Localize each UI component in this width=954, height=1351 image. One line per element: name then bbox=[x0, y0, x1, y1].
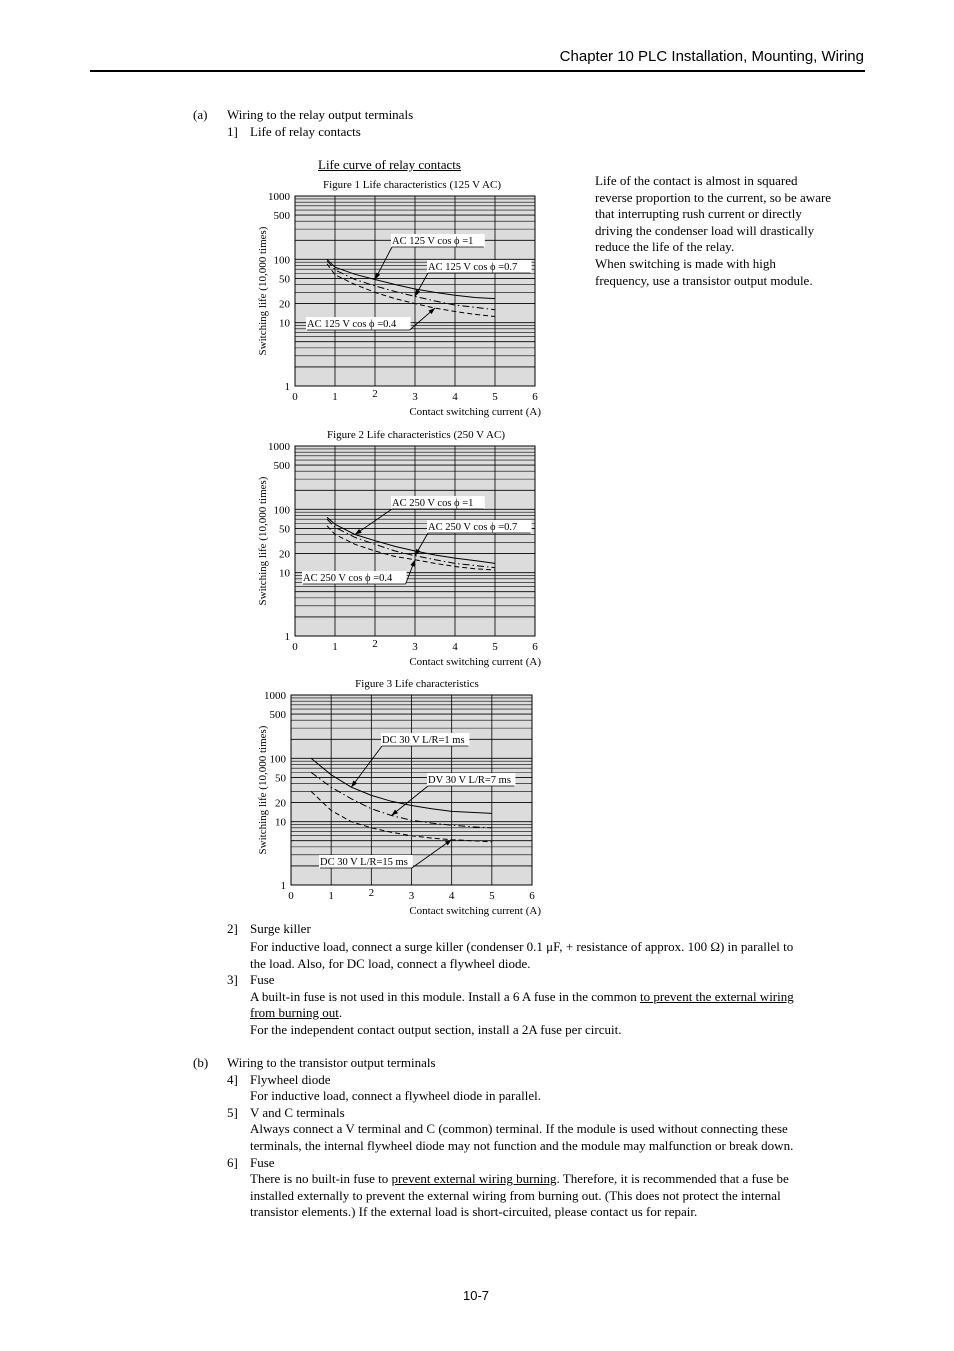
item-3-text bbox=[250, 1005, 342, 1021]
y-tick-label: 20 bbox=[279, 298, 290, 311]
x-axis-label: Contact switching current (A) bbox=[409, 905, 541, 917]
side-note-line: reverse proportion to the current, so be aware bbox=[595, 189, 832, 205]
item-4-number: 4] bbox=[227, 1072, 238, 1087]
series-label: DC 30 V L/R=1 ms bbox=[382, 735, 465, 746]
x-tick-label: 6 bbox=[532, 391, 538, 403]
section-b-title: Wiring to the transistor output terminals bbox=[227, 1055, 436, 1070]
item-6-text: installed externally to prevent the external wiring from burning out. (This does not protect the internal bbox=[250, 1188, 781, 1203]
series-label: DV 30 V L/R=7 ms bbox=[428, 775, 511, 786]
item-5-text: terminals, the internal flywheel diode may not function and the module may malfunction or break down. bbox=[250, 1138, 794, 1153]
y-axis-label: Switching life (10,000 times) bbox=[257, 226, 269, 356]
x-tick-label: 1 bbox=[332, 641, 338, 653]
header-divider bbox=[90, 70, 865, 72]
x-tick-label: 6 bbox=[529, 890, 535, 902]
y-axis-label: Switching life (10,000 times) bbox=[257, 476, 269, 606]
item-2-text: the load. Also, for DC load, connect a flywheel diode. bbox=[250, 956, 531, 971]
y-tick-label: 50 bbox=[279, 273, 290, 286]
series-label: AC 125 V cos ϕ =0.4 bbox=[307, 319, 397, 330]
section-a-marker: (a) bbox=[193, 107, 208, 122]
y-tick-label: 500 bbox=[269, 709, 286, 722]
item-2-text: For inductive load, connect a surge killer (condenser 0.1 μF, + resistance of approx. 100 Ω) in parallel to bbox=[250, 939, 794, 954]
item-2-number: 2] bbox=[227, 921, 238, 936]
x-tick-label: 2 bbox=[372, 388, 378, 400]
y-tick-label: 1 bbox=[284, 631, 290, 643]
x-tick-label: 5 bbox=[492, 641, 498, 653]
x-tick-label: 3 bbox=[412, 391, 418, 403]
x-tick-label: 2 bbox=[368, 887, 375, 899]
figure-2-chart bbox=[250, 424, 555, 670]
item-3-underlined-text: from burning out bbox=[250, 1005, 339, 1020]
figure-3-chart bbox=[250, 673, 555, 919]
x-tick-label: 0 bbox=[292, 641, 298, 653]
item-6-text-part: There is no built-in fuse to bbox=[250, 1171, 392, 1186]
x-tick-label: 1 bbox=[328, 890, 334, 902]
item-4-title: Flywheel diode bbox=[250, 1072, 331, 1087]
item-2-title: Surge killer bbox=[250, 921, 311, 936]
figure-1-chart bbox=[250, 174, 555, 420]
item-3-underlined-text: to prevent the external wiring bbox=[639, 989, 794, 1004]
item-1-title: Life of relay contacts bbox=[250, 124, 361, 139]
chart-title: Figure 1 Life characteristics (125 V AC) bbox=[323, 179, 501, 191]
y-tick-label: 10 bbox=[279, 317, 290, 330]
side-note-line: When switching is made with high bbox=[595, 255, 776, 271]
item-6-title: Fuse bbox=[250, 1155, 275, 1170]
x-axis-label: Contact switching current (A) bbox=[409, 656, 541, 668]
x-tick-label: 2 bbox=[372, 638, 378, 650]
x-tick-label: 4 bbox=[452, 641, 458, 653]
item-3-number: 3] bbox=[227, 972, 238, 987]
series-label: AC 125 V cos ϕ =1 bbox=[392, 236, 474, 247]
item-6-number: 6] bbox=[227, 1155, 238, 1170]
y-tick-label: 20 bbox=[279, 548, 290, 561]
y-tick-label: 100 bbox=[273, 504, 290, 517]
x-tick-label: 0 bbox=[288, 890, 294, 902]
plot-area bbox=[295, 446, 535, 636]
page-number: 10-7 bbox=[463, 1288, 490, 1303]
item-3-text: For the independent contact output section, install a 2A fuse per circuit. bbox=[250, 1022, 622, 1037]
side-note-line: Life of the contact is almost in squared bbox=[595, 173, 798, 188]
x-tick-label: 6 bbox=[532, 641, 538, 653]
x-tick-label: 5 bbox=[489, 890, 495, 902]
series-label: AC 125 V cos ϕ =0.7 bbox=[428, 262, 518, 273]
x-tick-label: 5 bbox=[492, 391, 498, 403]
series-label: AC 250 V cos ϕ =0.4 bbox=[303, 573, 393, 584]
life-curve-title: Life curve of relay contacts bbox=[318, 157, 461, 172]
item-3-text bbox=[250, 989, 794, 1005]
x-tick-label: 3 bbox=[412, 641, 418, 653]
plot-area bbox=[295, 196, 535, 386]
chart-title: Figure 2 Life characteristics (250 V AC) bbox=[327, 429, 505, 441]
y-tick-label: 50 bbox=[279, 523, 290, 536]
series-label: DC 30 V L/R=15 ms bbox=[320, 857, 408, 868]
y-tick-label: 10 bbox=[279, 567, 290, 580]
x-tick-label: 1 bbox=[332, 391, 338, 403]
y-tick-label: 1000 bbox=[264, 690, 286, 702]
section-b-marker: (b) bbox=[193, 1055, 209, 1070]
item-3-text-part: A built-in fuse is not used in this module. Install a 6 A fuse in the common bbox=[250, 989, 640, 1004]
x-tick-label: 4 bbox=[452, 391, 458, 403]
item-6-underlined-text: prevent external wiring burning bbox=[391, 1171, 557, 1186]
side-note-line: that interrupting rush current or directly bbox=[595, 206, 802, 222]
item-4-text: For inductive load, connect a flywheel diode in parallel. bbox=[250, 1088, 541, 1103]
x-axis-label: Contact switching current (A) bbox=[409, 406, 541, 418]
y-tick-label: 500 bbox=[273, 460, 290, 473]
item-1-number: 1] bbox=[227, 124, 238, 139]
y-tick-label: 1 bbox=[280, 880, 286, 892]
y-tick-label: 500 bbox=[273, 210, 290, 223]
item-6-text-part: . Therefore, it is recommended that a fuse be bbox=[556, 1171, 789, 1186]
chart-title: Figure 3 Life characteristics bbox=[355, 678, 479, 690]
item-3-title: Fuse bbox=[250, 972, 275, 987]
item-6-text bbox=[250, 1171, 789, 1187]
series-label: AC 250 V cos ϕ =0.7 bbox=[428, 522, 518, 533]
y-axis-label: Switching life (10,000 times) bbox=[257, 725, 269, 855]
y-tick-label: 50 bbox=[275, 772, 286, 785]
y-tick-label: 1000 bbox=[268, 191, 290, 203]
y-tick-label: 100 bbox=[273, 254, 290, 267]
y-tick-label: 10 bbox=[275, 816, 286, 829]
x-tick-label: 3 bbox=[408, 890, 415, 902]
x-tick-label: 4 bbox=[448, 890, 455, 902]
series-label: AC 250 V cos ϕ =1 bbox=[392, 498, 474, 509]
item-5-number: 5] bbox=[227, 1105, 238, 1120]
section-a-title: Wiring to the relay output terminals bbox=[227, 107, 414, 122]
y-tick-label: 1 bbox=[284, 381, 290, 393]
side-note-line: frequency, use a transistor output module. bbox=[595, 272, 813, 288]
y-tick-label: 1000 bbox=[268, 441, 290, 453]
side-note bbox=[595, 173, 865, 289]
side-note-line: driving the condenser load will drastically bbox=[595, 222, 815, 238]
item-5-text: Always connect a V terminal and C (common) terminal. If the module is used without connecting these bbox=[250, 1121, 788, 1136]
y-tick-label: 100 bbox=[269, 753, 286, 766]
item-5-title: V and C terminals bbox=[250, 1105, 345, 1120]
chapter-title: Chapter 10 PLC Installation, Mounting, Wiring bbox=[559, 48, 864, 65]
side-note-line: reduce the life of the relay. bbox=[595, 239, 735, 255]
x-tick-label: 0 bbox=[292, 391, 298, 403]
item-3-text-part: . bbox=[338, 1005, 343, 1020]
item-6-text: transistor elements.) If the external load is short-circuited, please contact us for repair. bbox=[250, 1204, 698, 1219]
y-tick-label: 20 bbox=[275, 797, 286, 810]
